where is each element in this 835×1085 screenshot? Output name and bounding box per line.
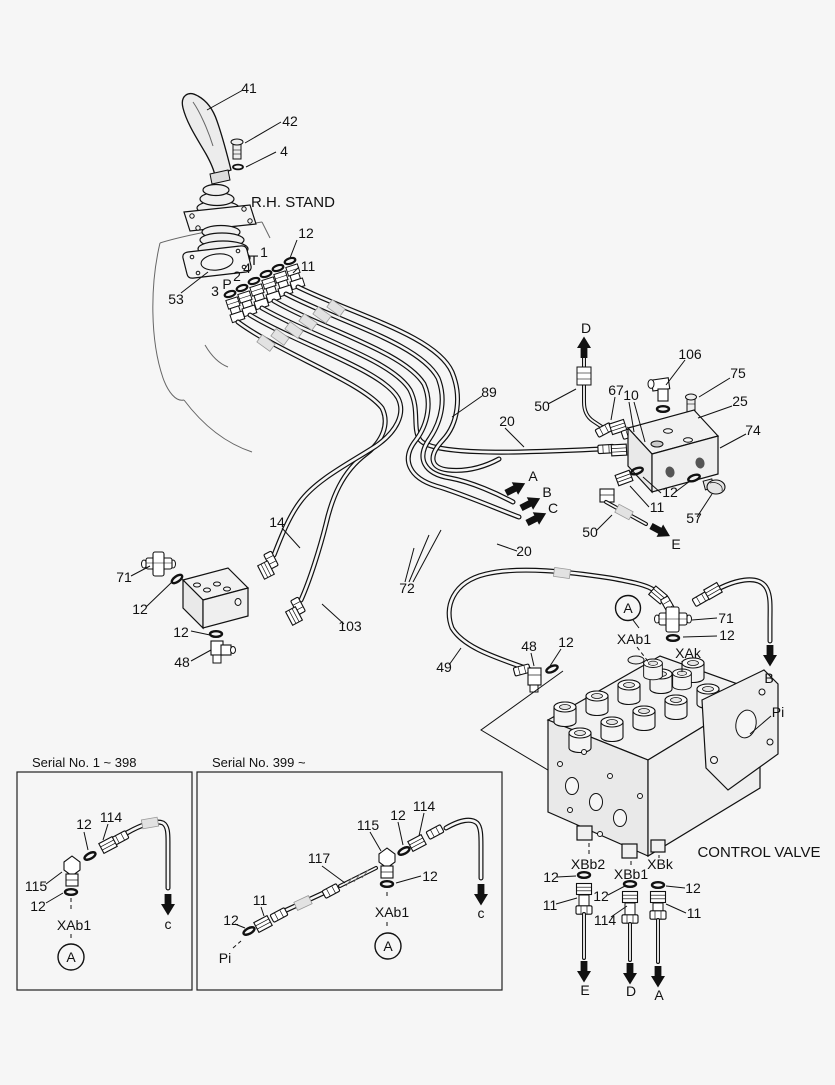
valve-stub-xbk (651, 840, 665, 852)
label-12-block74: 12 (662, 484, 678, 500)
label-50-lower: 50 (582, 524, 598, 540)
port-label-pi-box2: Pi (218, 950, 232, 966)
port-label-pi: Pi (771, 704, 785, 720)
label-11-stand: 11 (300, 258, 316, 274)
label-12-mid: 12 (558, 634, 574, 650)
port-label-xak: XAk (675, 645, 701, 661)
label-control-valve: CONTROL VALVE (697, 844, 821, 861)
elbow-115-box1 (64, 856, 80, 886)
label-48-left: 48 (174, 654, 190, 670)
port-label-4: 4 (243, 260, 251, 276)
label-42: 42 (282, 113, 298, 129)
label-115-box1: 115 (24, 878, 48, 894)
pipe-50-collar (577, 367, 591, 385)
flow-label-b-down: B (764, 670, 774, 686)
flow-label-a: A (528, 468, 538, 484)
elbow-115-box2 (379, 848, 395, 878)
detail-a-letter-box1: A (66, 949, 76, 965)
label-12-stand: 12 (298, 225, 314, 241)
label-41: 41 (241, 80, 257, 96)
label-12-bottom-mid: 12 (593, 888, 609, 904)
label-12-left-upper: 12 (132, 601, 148, 617)
flow-label-e-down: E (580, 982, 590, 998)
label-71-right: 71 (718, 610, 734, 626)
label-12-box2-lower: 12 (223, 912, 239, 928)
port-label-3: 3 (211, 283, 219, 299)
port-label-1: 1 (260, 244, 268, 260)
label-10: 10 (623, 387, 639, 403)
label-11-box2: 11 (252, 892, 268, 908)
label-89: 89 (481, 384, 497, 400)
label-114-box1: 114 (99, 809, 123, 825)
label-12-right: 12 (719, 627, 735, 643)
label-72: 72 (399, 580, 415, 596)
label-12-box1-lower: 12 (30, 898, 46, 914)
label-20-upper: 20 (499, 413, 515, 429)
bolt-42 (231, 139, 243, 159)
flow-label-e: E (671, 536, 681, 552)
label-53: 53 (168, 291, 184, 307)
label-106: 106 (678, 346, 702, 362)
port-label-xbb1: XBb1 (613, 866, 649, 882)
flow-label-c-box2: c (477, 905, 485, 921)
bolt-75 (686, 394, 697, 412)
label-20-lower: 20 (516, 543, 532, 559)
port-label-xab1-box1: XAb1 (56, 917, 92, 933)
port-label-t: T (249, 252, 259, 268)
label-117-box2: 117 (307, 850, 331, 866)
label-50-upper: 50 (534, 398, 550, 414)
valve-port-xab1-cap (644, 659, 663, 680)
port-label-p: P (222, 276, 232, 292)
label-49: 49 (436, 659, 452, 675)
flow-label-c: C (547, 500, 559, 516)
detail-a-letter-box2: A (383, 938, 393, 954)
label-rh-stand: R.H. STAND (251, 194, 335, 211)
label-114-box2: 114 (412, 798, 436, 814)
detail-a-letter-main: A (623, 600, 633, 616)
label-12-bottom-right: 12 (685, 880, 701, 896)
box1-title: Serial No. 1 ~ 398 (32, 755, 137, 770)
label-115-box2: 115 (356, 817, 380, 833)
port-label-2: 2 (233, 268, 241, 284)
label-103: 103 (338, 618, 362, 634)
label-12-box1-upper: 12 (76, 816, 92, 832)
label-12-box2-upper: 12 (390, 807, 406, 823)
flow-label-c-box1: c (164, 916, 172, 932)
label-12-box2-right: 12 (422, 868, 438, 884)
port-label-xbk: XBk (647, 856, 673, 872)
label-12-left-lower: 12 (173, 624, 189, 640)
label-11-block74: 11 (649, 499, 665, 515)
label-25: 25 (732, 393, 748, 409)
port-label-xab1-box2: XAb1 (374, 904, 410, 920)
label-71-left: 71 (116, 569, 132, 585)
label-114-bottom: 114 (593, 912, 617, 928)
flow-label-d-down: D (625, 983, 637, 999)
valve-stub-xbb1 (622, 844, 637, 858)
label-11-bottom-left: 11 (542, 897, 558, 913)
flow-label-b: B (542, 484, 552, 500)
label-11-bottom-right: 11 (686, 905, 702, 921)
box2-title: Serial No. 399 ~ (212, 755, 306, 770)
label-74: 74 (745, 422, 761, 438)
label-67: 67 (608, 382, 624, 398)
label-4-washer: 4 (280, 143, 288, 159)
label-48-mid: 48 (521, 638, 537, 654)
valve-stub-xbb2 (577, 826, 592, 840)
port-label-xbb2: XBb2 (570, 856, 606, 872)
port-label-xab1-main: XAb1 (616, 631, 652, 647)
label-12-bottom-left: 12 (543, 869, 559, 885)
label-14: 14 (269, 514, 285, 530)
valve-port-xak-cap (673, 669, 692, 690)
flow-label-d: D (580, 320, 592, 336)
elbow-50-lower (600, 489, 614, 502)
flow-label-a-down: A (654, 987, 664, 1003)
label-75: 75 (730, 365, 746, 381)
label-57: 57 (686, 510, 702, 526)
